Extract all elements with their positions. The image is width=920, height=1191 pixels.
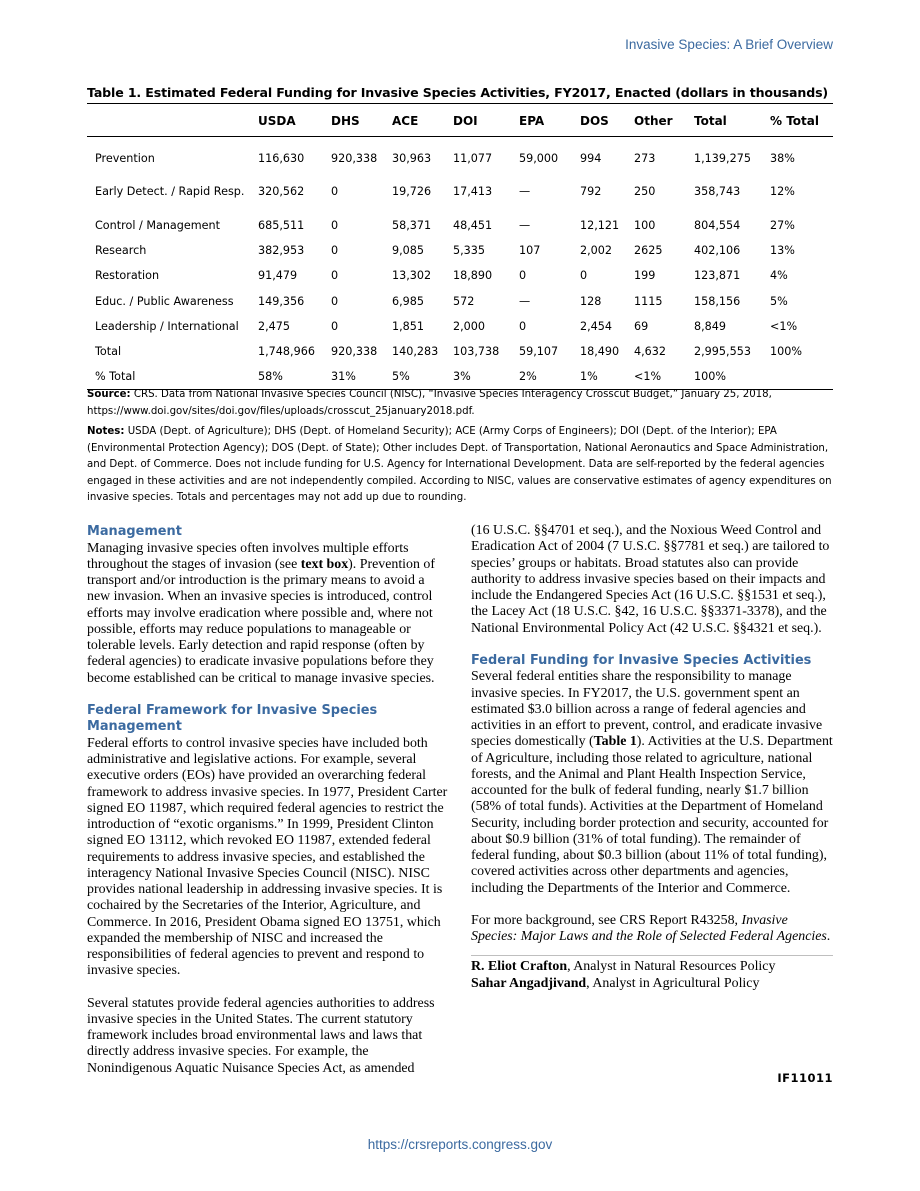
- left-column: [87, 524, 449, 1077]
- table-cell: 140,283: [392, 345, 439, 359]
- framework-paragraph-2-continued: (16 U.S.C. §§4701 et seq.), and the Noxious Weed Control and Eradication Act of 2004 (7 U.S.C. §§7781 et seq.) are tailored to species’ groups or habitats. Broad statutes also can provide authority to address invasive species based on their impacts and include the Endangered Species Act (16 U.S.C. §§1531 et seq.), the Lacey Act (18 U.S.C. §42, 16 U.S.C. §§3371-3378), and the National Environmental Policy Act (42 U.S.C. §§4321 et seq.).: [471, 523, 830, 636]
- table-cell: 13,302: [392, 269, 432, 283]
- table-cell: 920,338: [331, 151, 378, 165]
- table-cell: 12%: [770, 185, 795, 198]
- table-row-total: [87, 339, 833, 364]
- table-cell: —: [519, 218, 531, 232]
- row-label: Total: [95, 345, 122, 359]
- report-title: Invasive Species: Major Laws and the Role of Selected Federal Agencies: [471, 912, 827, 944]
- table-row: [87, 171, 833, 213]
- table-cell: 48,451: [453, 218, 493, 232]
- col-header: Other: [634, 113, 673, 128]
- table-cell: 2,002: [580, 243, 613, 257]
- table-cell: 59,107: [519, 345, 559, 359]
- table-row: [87, 263, 833, 288]
- table-cell: 250: [634, 185, 656, 198]
- table-cell: 0: [331, 243, 339, 257]
- table-cell: 18,490: [580, 345, 620, 359]
- table-cell: 58,371: [392, 218, 432, 232]
- table-cell: 8,849: [694, 319, 727, 333]
- author-line: [471, 976, 833, 992]
- table-cell: 59,000: [519, 151, 559, 165]
- table-cell: 804,554: [694, 218, 741, 232]
- management-paragraph: [87, 541, 449, 687]
- author-name: Sahar Angadjivand: [471, 975, 587, 991]
- author-divider: [471, 955, 833, 956]
- row-label: Restoration: [95, 269, 160, 283]
- table-cell: 0: [331, 294, 339, 308]
- table-cell: 2,000: [453, 319, 486, 333]
- text-run: Managing invasive species often involves multiple efforts throughout the stages of invasion (see: [87, 540, 409, 572]
- table-row: [87, 137, 833, 171]
- table-cell: 4%: [770, 269, 788, 283]
- table-row: [87, 288, 833, 313]
- table-cell: 69: [634, 319, 649, 333]
- table-cell: 2,995,553: [694, 345, 751, 359]
- text-box-reference: text box: [300, 556, 349, 572]
- row-label: % Total: [95, 370, 136, 384]
- col-header: [87, 104, 258, 137]
- table-cell: 17,413: [453, 185, 493, 198]
- table-cell: [770, 364, 833, 389]
- table-cell: 18,890: [453, 269, 493, 283]
- table-cell: 100%: [770, 345, 802, 359]
- table-cell: 685,511: [258, 218, 305, 232]
- table-cell: 2,454: [580, 319, 613, 333]
- table-cell: 320,562: [258, 185, 305, 198]
- document-id: IF11011: [777, 1071, 833, 1085]
- table-cell: 5%: [392, 370, 410, 384]
- row-label: Educ. / Public Awareness: [95, 294, 234, 308]
- table-row-percent: [87, 364, 833, 389]
- table-cell: 158,156: [694, 294, 741, 308]
- table-1-reference: Table 1: [593, 734, 637, 750]
- table-cell: 5%: [770, 294, 788, 308]
- framework-paragraph-1: Federal efforts to control invasive species have included both administrative and legislative actions. For example, several executive orders (EOs) have provided an overarching federal framework to address invasive species. In 1977, President Carter signed EO 11987, which required federal agencies to restrict the introduction of “exotic organisms.” In 1999, President Clinton signed EO 13112, which revoked EO 11987, extended federal requirements to address invasive species, and established the interagency National Invasive Species Council (NISC). NISC provides national leadership in addressing invasive species. It is cochaired by the Secretaries of the Interior, Agriculture, and Commerce. In 2016, President Obama signed EO 13751, which expanded the membership of NISC and increased the responsibilities of federal agencies to prevent and respond to invasive species.: [87, 735, 448, 979]
- table-cell: 2%: [519, 370, 537, 384]
- table-cell: 58%: [258, 370, 283, 384]
- table-cell: <1%: [634, 370, 662, 384]
- col-header: % Total: [770, 113, 819, 128]
- table-cell: 0: [331, 218, 339, 232]
- table-cell: 920,338: [331, 345, 378, 359]
- table-cell: 38%: [770, 151, 795, 165]
- col-header: DOS: [580, 113, 609, 128]
- table-source: [87, 387, 833, 420]
- table-cell: 273: [634, 151, 656, 165]
- col-header: Total: [694, 113, 727, 128]
- table-cell: 123,871: [694, 269, 741, 283]
- funding-table: [87, 103, 833, 390]
- table-cell: 1%: [580, 370, 598, 384]
- row-label: Prevention: [95, 151, 155, 165]
- table-cell: 103,738: [453, 345, 500, 359]
- funding-paragraph: [471, 669, 833, 897]
- table-cell: 0: [519, 269, 527, 283]
- table-cell: 5,335: [453, 243, 486, 257]
- text-run: Several federal entities share the responsibility to manage invasive species. In FY2017, the U.S. government spent an estimated $3.0 billion across a range of federal agencies and activities in an effort to prevent, control, and eradicate invasive species domestically (: [471, 669, 823, 750]
- management-heading: Management: [87, 524, 182, 539]
- paragraph-gap: [471, 897, 833, 913]
- table-notes: [87, 424, 833, 507]
- table-header-row: [87, 104, 833, 137]
- table-cell: 13%: [770, 243, 795, 257]
- text-run: .: [826, 929, 831, 944]
- table-cell: 3%: [453, 370, 471, 384]
- table-cell: 116,630: [258, 151, 305, 165]
- source-label: Source:: [87, 389, 131, 400]
- framework-paragraph-2: Several statutes provide federal agencies authorities to address invasive species in the United States. The current statutory framework includes broad environmental laws and laws that directly address invasive species. For example, the Nonindigenous Aquatic Nuisance Species Act, as amended: [87, 995, 435, 1076]
- paragraph-gap: [87, 980, 449, 996]
- right-column: [471, 523, 833, 992]
- table-cell: 128: [580, 294, 602, 308]
- table-cell: 9,085: [392, 243, 425, 257]
- table-cell: 0: [580, 269, 588, 283]
- table-cell: 30,963: [392, 151, 432, 165]
- notes-label: Notes:: [87, 426, 125, 437]
- table-cell: —: [519, 185, 531, 198]
- table-cell: 0: [519, 319, 527, 333]
- table-cell: 358,743: [694, 185, 741, 198]
- row-label: Control / Management: [95, 218, 221, 232]
- table-cell: 572: [453, 294, 475, 308]
- table-cell: 2625: [634, 243, 663, 257]
- source-text: CRS. Data from National Invasive Species Council (NISC), “Invasive Species Interagency Crosscut Budget,” January 25, 2018, https://www.doi.gov/sites/doi.gov/files/uploads/crosscut_25january2018.pdf.: [87, 389, 772, 417]
- table-row: [87, 213, 833, 238]
- table-cell: 12,121: [580, 218, 620, 232]
- table-cell: 107: [519, 243, 541, 257]
- table-cell: 1115: [634, 294, 663, 308]
- table-cell: 31%: [331, 370, 356, 384]
- table-cell: 1,748,966: [258, 345, 315, 359]
- table-cell: 1,851: [392, 319, 425, 333]
- notes-text: USDA (Dept. of Agriculture); DHS (Dept. of Homeland Security); ACE (Army Corps of Engineers); DOI (Dept. of the Interior); EPA (Environmental Protection Agency); DOS (Dept. of State); Other includes Dept. of Transportation, National Aeronautics and Space Administration, and Dept. of Commerce. Does not include funding for U.S. Agency for International Development. Data are self-reported by the federal agencies engaged in these activities and are not independently compiled. According to NISC, values are conservative estimates of agency expenditures on invasive species. Totals and percentages may not add up due to rounding.: [87, 426, 832, 504]
- table-cell: 382,953: [258, 243, 305, 257]
- table-cell: 2,475: [258, 319, 291, 333]
- table-cell: 100%: [694, 370, 726, 384]
- table-cell: 100: [634, 218, 656, 232]
- text-run: ). Prevention of transport and/or introduction is the primary means to avoid a new invasion. When an invasive species is introduced, control efforts may involve eradication where possible and, where not possible, efforts may reduce populations to manageable or tolerable levels. Early detection and rapid response (often by federal agencies) to eradicate invasive populations before they become established can be critical to manage invasive species.: [87, 556, 435, 686]
- table-title: Table 1. Estimated Federal Funding for Invasive Species Activities, FY2017, Enacted (dollars in thousands): [87, 85, 829, 100]
- table-cell: 0: [331, 185, 339, 198]
- author-role: , Analyst in Agricultural Policy: [586, 975, 760, 991]
- table-row: [87, 314, 833, 339]
- col-header: USDA: [258, 113, 296, 128]
- table-cell: 6,985: [392, 294, 425, 308]
- paragraph-gap: [471, 637, 833, 653]
- text-run: For more background, see CRS Report R43258,: [471, 912, 742, 928]
- table-cell: 27%: [770, 218, 795, 232]
- table-cell: 149,356: [258, 294, 305, 308]
- framework-heading: Federal Framework for Invasive Species Management: [87, 702, 378, 735]
- text-run: ). Activities at the U.S. Department of Agriculture, including those related to agriculture, national forests, and the Animal and Plant Health Inspection Service, accounted for the bulk of federal funding, nearly $1.7 billion (58% of total funds). Activities at the Department of Homeland Security, including border protection and security, accounted for about $0.9 billion (31% of total funding). The remainder of federal funding, about $0.3 billion (about 11% of total funding), covered activities across other departments and agencies, including the Departments of the Interior and Commerce.: [471, 734, 833, 896]
- author-name: R. Eliot Crafton: [471, 959, 568, 975]
- table-cell: 792: [580, 185, 602, 198]
- col-header: DHS: [331, 113, 360, 128]
- col-header: ACE: [392, 113, 419, 128]
- funding-heading: Federal Funding for Invasive Species Activities: [471, 652, 812, 668]
- table-cell: —: [519, 294, 531, 308]
- table-cell: 402,106: [694, 243, 741, 257]
- row-label: Research: [95, 243, 147, 257]
- row-label: Early Detect. / Rapid Resp.: [95, 185, 245, 198]
- table-cell: 11,077: [453, 151, 493, 165]
- table-cell: 0: [331, 269, 339, 283]
- footer-url[interactable]: https://crsreports.congress.gov: [367, 1137, 553, 1152]
- table-cell: <1%: [770, 319, 798, 333]
- table-row: [87, 238, 833, 263]
- running-header: Invasive Species: A Brief Overview: [625, 37, 833, 52]
- table-cell: 994: [580, 151, 602, 165]
- table-cell: 1,139,275: [694, 151, 751, 165]
- col-header: DOI: [453, 113, 478, 128]
- table-cell: 0: [331, 319, 339, 333]
- table-cell: 4,632: [634, 345, 667, 359]
- author-line: [471, 959, 833, 975]
- author-role: , Analyst in Natural Resources Policy: [567, 959, 776, 975]
- background-paragraph: [471, 913, 833, 946]
- col-header: EPA: [519, 113, 545, 128]
- row-label: Leadership / International: [95, 319, 239, 333]
- table-cell: 91,479: [258, 269, 298, 283]
- table-cell: 199: [634, 269, 656, 283]
- paragraph-gap: [87, 687, 449, 703]
- table-cell: 19,726: [392, 185, 432, 198]
